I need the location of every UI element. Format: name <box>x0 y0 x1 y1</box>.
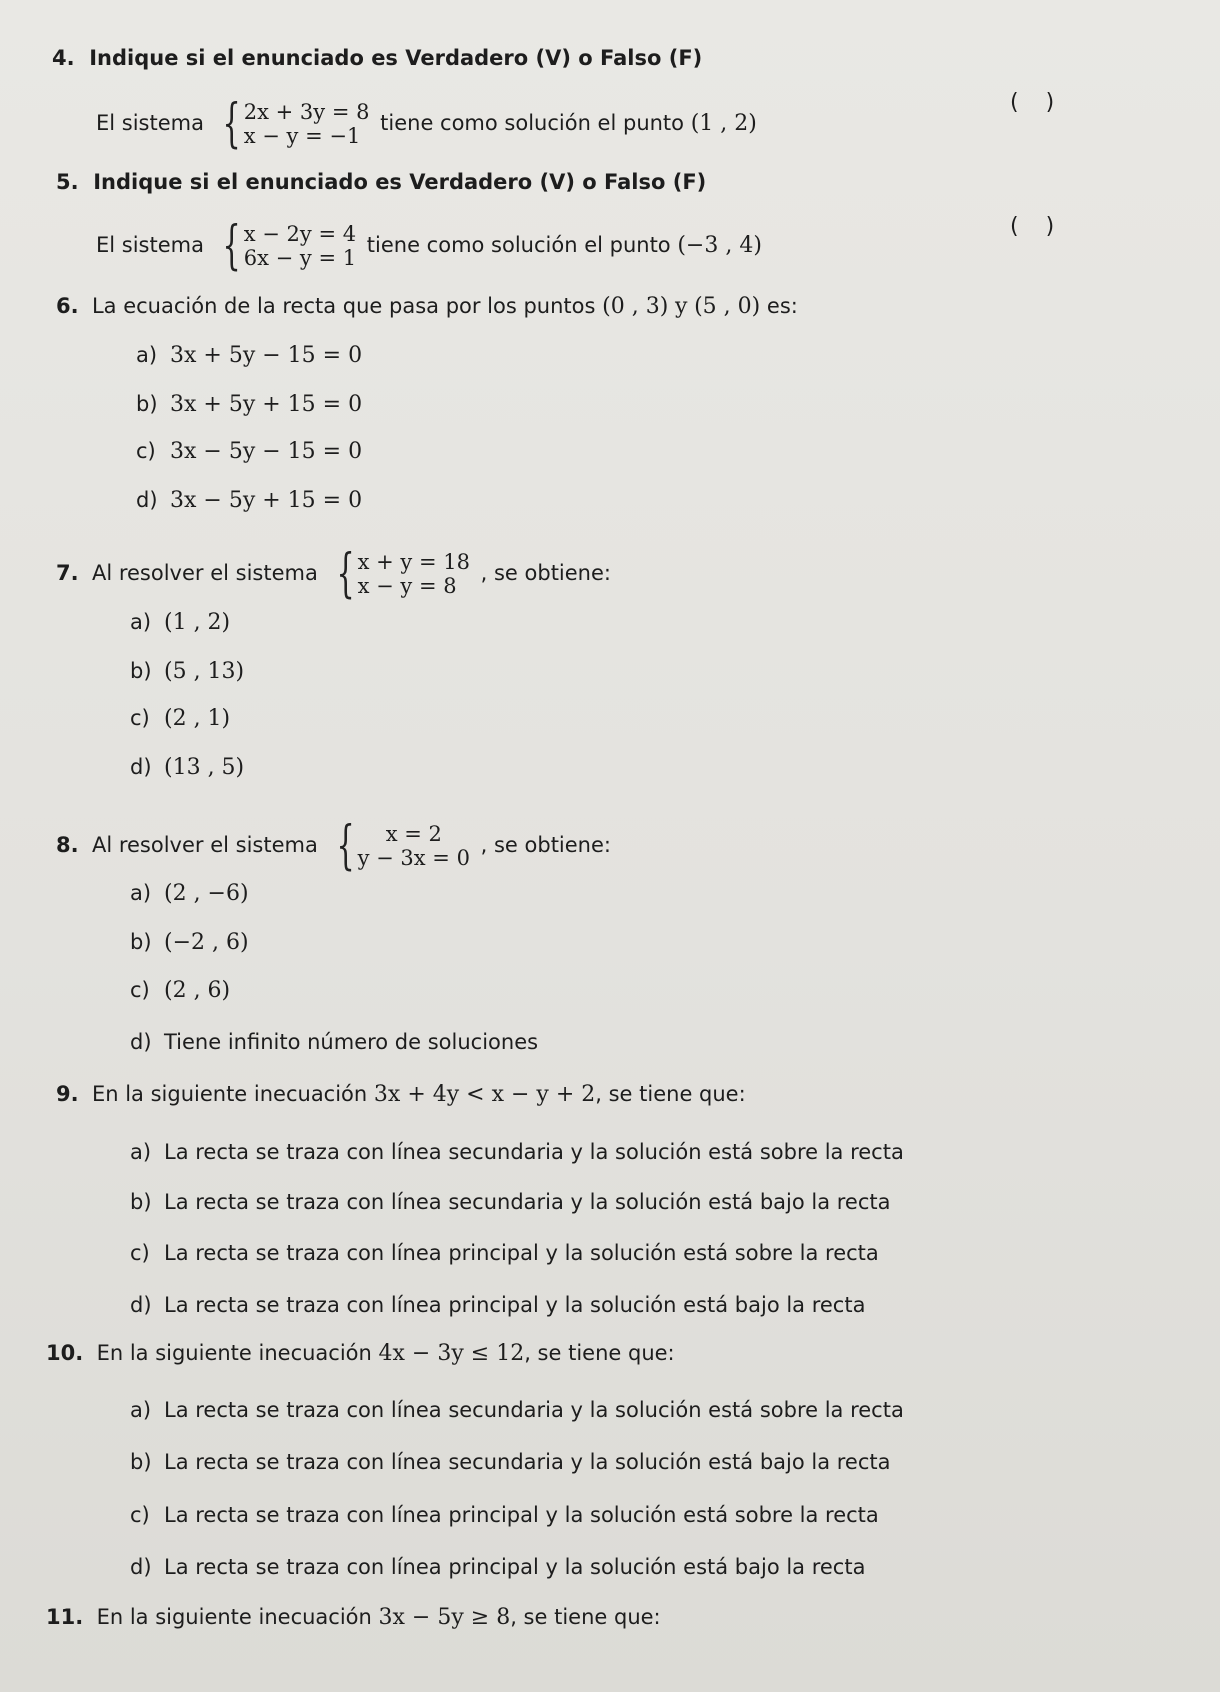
option-letter: b) <box>130 1190 152 1214</box>
q7-option-b[interactable] <box>130 661 244 683</box>
q5-eq2: 6x − y = 1 <box>243 246 357 270</box>
q9-option-a[interactable] <box>130 1142 904 1163</box>
q10-statement <box>46 1343 675 1365</box>
q10-number: 10. <box>46 1341 84 1365</box>
q8-number: 8. <box>56 833 79 857</box>
option-text: (−2 , 6) <box>164 930 249 955</box>
q8-suffix: , se obtiene: <box>480 833 611 857</box>
q9-suffix: , se tiene que: <box>595 1082 746 1106</box>
q9-option-d[interactable] <box>130 1295 865 1316</box>
q4-point: (1 , 2) <box>690 111 757 136</box>
q7-option-a[interactable] <box>130 612 230 634</box>
q4-title: Indique si el enunciado es Verdadero (V) o Falso (F) <box>89 46 703 70</box>
option-letter: a) <box>130 1140 152 1164</box>
q10-expression: 4x − 3y ≤ 12 <box>378 1341 525 1366</box>
option-text: (2 , −6) <box>164 881 249 906</box>
option-letter: c) <box>130 706 150 730</box>
option-text: (2 , 6) <box>164 978 231 1003</box>
q4-answer-box[interactable]: ( ) <box>1010 90 1065 115</box>
q10-option-c[interactable] <box>130 1505 879 1526</box>
q4-eq2: x − y = −1 <box>243 124 361 148</box>
option-text: (5 , 13) <box>164 659 245 684</box>
q4-heading <box>52 48 702 69</box>
q5-heading <box>56 172 706 193</box>
option-letter: a) <box>130 610 152 634</box>
q9-statement <box>56 1084 746 1106</box>
q9-option-c[interactable] <box>130 1243 879 1264</box>
option-text: La recta se traza con línea principal y la solución está sobre la recta <box>164 1503 879 1527</box>
brace-icon: { <box>335 816 355 876</box>
q8-system <box>329 816 470 876</box>
q7-eq2: x − y = 8 <box>357 574 457 598</box>
option-letter: b) <box>130 1450 152 1474</box>
q7-system <box>329 544 470 604</box>
q8-option-a[interactable] <box>130 883 249 905</box>
q9-expression: 3x + 4y < x − y + 2 <box>373 1082 596 1107</box>
option-text: La recta se traza con línea principal y la solución está bajo la recta <box>164 1555 866 1579</box>
option-letter: a) <box>136 343 158 367</box>
option-letter: a) <box>130 881 152 905</box>
option-letter: d) <box>130 1555 152 1579</box>
q7-option-c[interactable] <box>130 708 230 730</box>
option-letter: a) <box>130 1398 152 1422</box>
q6-number: 6. <box>56 294 79 318</box>
q8-eq1: x = 2 <box>385 822 442 846</box>
q7-suffix: , se obtiene: <box>480 561 611 585</box>
q5-system <box>215 216 357 276</box>
option-text: (2 , 1) <box>164 706 231 731</box>
q5-suffix: tiene como solución el punto <box>366 233 671 257</box>
q5-number: 5. <box>56 170 79 194</box>
q11-statement <box>46 1607 661 1629</box>
brace-icon: { <box>335 544 355 604</box>
q6-conjunction: y <box>674 294 688 319</box>
q7-prefix: Al resolver el sistema <box>91 561 318 585</box>
option-letter: b) <box>130 659 152 683</box>
option-text: (13 , 5) <box>164 755 245 780</box>
q5-answer-box[interactable]: ( ) <box>1010 214 1065 239</box>
q10-option-a[interactable] <box>130 1400 904 1421</box>
q5-point: (−3 , 4) <box>677 233 762 258</box>
q7-number: 7. <box>56 561 79 585</box>
option-text: 3x − 5y − 15 = 0 <box>170 439 363 464</box>
option-letter: d) <box>130 1293 152 1317</box>
brace-icon: { <box>222 94 241 154</box>
option-text: La recta se traza con línea secundaria y la solución está bajo la recta <box>164 1450 891 1474</box>
q7-option-d[interactable] <box>130 757 244 779</box>
option-text: (1 , 2) <box>164 610 231 635</box>
q9-number: 9. <box>56 1082 79 1106</box>
q11-expression: 3x − 5y ≥ 8 <box>378 1605 511 1630</box>
q6-option-d[interactable] <box>136 490 362 512</box>
q5-eq1: x − 2y = 4 <box>243 222 357 246</box>
q6-point1: (0 , 3) <box>602 294 669 319</box>
q4-prefix: El sistema <box>96 111 204 135</box>
option-text: La recta se traza con línea principal y la solución está sobre la recta <box>164 1241 879 1265</box>
q6-option-b[interactable] <box>136 394 362 416</box>
q4-system <box>215 94 370 154</box>
option-letter: c) <box>130 1503 150 1527</box>
option-text: La recta se traza con línea secundaria y la solución está sobre la recta <box>164 1398 904 1422</box>
q9-option-b[interactable] <box>130 1192 891 1213</box>
q5-prefix: El sistema <box>96 233 204 257</box>
option-letter: d) <box>136 488 158 512</box>
q4-statement <box>96 94 757 154</box>
q10-suffix: , se tiene que: <box>524 1341 675 1365</box>
q10-prefix: En la siguiente inecuación <box>96 1341 372 1365</box>
option-letter: b) <box>130 930 152 954</box>
q6-option-a[interactable] <box>136 345 362 367</box>
q7-eq1: x + y = 18 <box>357 550 470 574</box>
q11-suffix: , se tiene que: <box>510 1605 661 1629</box>
option-letter: c) <box>136 439 156 463</box>
q10-option-b[interactable] <box>130 1452 891 1473</box>
option-letter: c) <box>130 978 150 1002</box>
q11-number: 11. <box>46 1605 84 1629</box>
option-text: Tiene infinito número de soluciones <box>164 1030 539 1054</box>
q5-title: Indique si el enunciado es Verdadero (V) o Falso (F) <box>93 170 707 194</box>
option-letter: d) <box>130 1030 152 1054</box>
q4-suffix: tiene como solución el punto <box>380 111 685 135</box>
q8-option-c[interactable] <box>130 980 230 1002</box>
option-letter: b) <box>136 392 158 416</box>
q6-tail: es: <box>766 294 798 318</box>
q6-option-c[interactable] <box>136 441 362 463</box>
q8-prefix: Al resolver el sistema <box>91 833 318 857</box>
q6-text: La ecuación de la recta que pasa por los puntos <box>91 294 596 318</box>
q8-statement <box>56 816 611 876</box>
q11-prefix: En la siguiente inecuación <box>96 1605 372 1629</box>
q4-eq1: 2x + 3y = 8 <box>243 100 370 124</box>
option-letter: d) <box>130 755 152 779</box>
q5-statement <box>96 216 762 276</box>
q8-option-d[interactable] <box>130 1032 538 1053</box>
q7-statement <box>56 544 611 604</box>
option-text: 3x + 5y + 15 = 0 <box>170 392 363 417</box>
q8-eq2: y − 3x = 0 <box>357 846 470 870</box>
q6-point2: (5 , 0) <box>694 294 761 319</box>
option-text: La recta se traza con línea secundaria y la solución está sobre la recta <box>164 1140 904 1164</box>
option-text: 3x + 5y − 15 = 0 <box>170 343 363 368</box>
option-text: La recta se traza con línea secundaria y la solución está bajo la recta <box>164 1190 891 1214</box>
q4-number: 4. <box>52 46 75 70</box>
q10-option-d[interactable] <box>130 1557 865 1578</box>
option-text: La recta se traza con línea principal y la solución está bajo la recta <box>164 1293 866 1317</box>
q8-option-b[interactable] <box>130 932 249 954</box>
q6-statement <box>56 296 798 318</box>
brace-icon: { <box>222 216 241 276</box>
option-text: 3x − 5y + 15 = 0 <box>170 488 363 513</box>
option-letter: c) <box>130 1241 150 1265</box>
q9-prefix: En la siguiente inecuación <box>91 1082 368 1106</box>
